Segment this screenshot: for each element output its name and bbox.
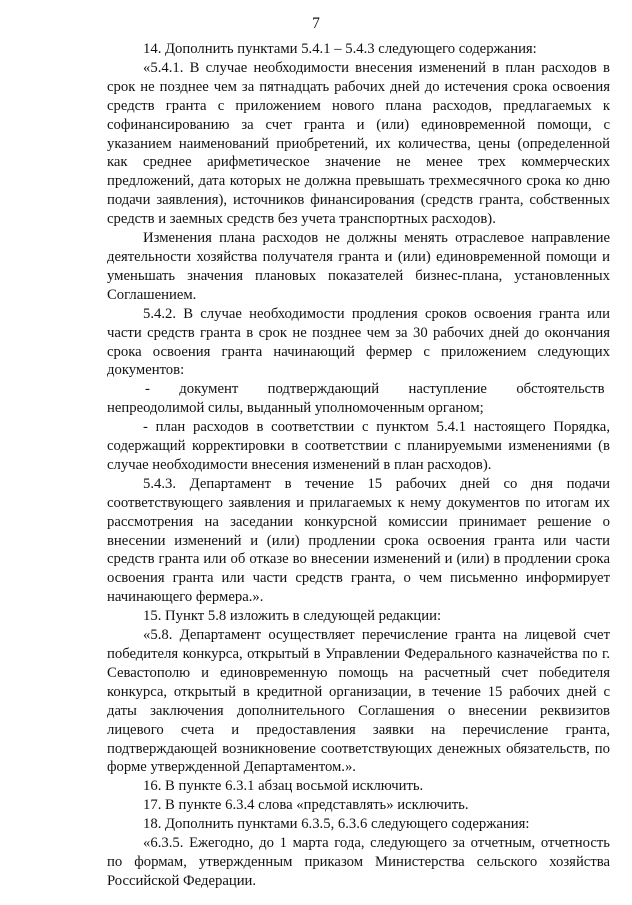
paragraph-item-16: 16. В пункте 6.3.1 абзац восьмой исключить. [143, 778, 424, 795]
paragraph-item-18: 18. Дополнить пунктами 6.3.5, 6.3.6 следующего содержания: [143, 816, 530, 833]
paragraph-dash-item-1: - документ подтверждающий наступление обстоятельств непреодолимой силы, выданный уполномоченным органом; [107, 381, 605, 417]
paragraph-clause-6-3-5: «6.3.5. Ежегодно, до 1 марта года, следующего за отчетным, отчетность по формам, утвержденным приказом Министерства сельского хозяйства Российской Федерации. [107, 835, 610, 889]
paragraph-item-17: 17. В пункте 6.3.4 слова «представлять» исключить. [143, 797, 469, 814]
document-body [107, 40, 610, 891]
paragraph-clause-5-4-1-changes: Изменения плана расходов не должны менять отраслевое направление деятельности хозяйства получателя гранта и (или) единовременной помощи и уменьшать значения плановых показателей бизнес-плана, установленных Соглашением. [107, 230, 610, 303]
paragraph-item-14: 14. Дополнить пунктами 5.4.1 – 5.4.3 следующего содержания: [143, 41, 537, 57]
paragraph-item-15: 15. Пункт 5.8 изложить в следующей редакции: [143, 608, 442, 625]
page-number: 7 [312, 15, 320, 32]
paragraph-clause-5-8: «5.8. Департамент осуществляет перечисление гранта на лицевой счет победителя конкурса, открытый в Управлении Федерального казначейства по г. Севастополю и единовременную помощь на расчетный счет победителя конкурса, открытый в кредитной организации, в течение 15 рабочих дней с даты заключения дополнительного Соглашения о внесении реквизитов лицевого счета и предоставления заявки на перечисление гранта, подтверждающей возникновение соответствующих денежных обязательств, по форме утвержденной Департаментом.». [107, 627, 610, 776]
paragraph-clause-5-4-2: 5.4.2. В случае необходимости продления сроков освоения гранта или части средств гранта в срок не позднее чем за 30 рабочих дней до окончания срока освоения гранта начинающий фермер с приложением следующих документов: [107, 305, 610, 379]
paragraph-clause-5-4-1: «5.4.1. В случае необходимости внесения изменений в план расходов в срок не позднее чем за пятнадцать рабочих дней до истечения срока освоения средств гранта с приложением нового плана расходов, предлагаемых к софинансированию за счет гранта и (или) единовременной помощи, с указанием наименований приобретений, их количества, цены (определенной как среднее арифметическое значение не менее трех коммерческих предложений, дата которых не должна превышать трехмесячного срока ко дню подачи заявления), источников финансирования (средств гранта, собственных средств и заемных средств без учета транспортных расходов). [107, 59, 610, 228]
paragraph-dash-item-2: - план расходов в соответствии с пунктом 5.4.1 настоящего Порядка, содержащий корректировки в соответствии с планируемыми изменениями (в случае необходимости внесения изменений в план расходов). [107, 419, 610, 473]
paragraph-clause-5-4-3: 5.4.3. Департамент в течение 15 рабочих дней со дня подачи соответствующего заявления и прилагаемых к нему документов по итогам их рассмотрения на заседании конкурсной комиссии принимает решение о внесении изменений и (или) продлении срока освоения гранта или части средств гранта или об отказе во внесении изменений и (или) в продлении срока освоения гранта или части средств гранта, о чем письменно информирует начинающего фермера.». [107, 475, 610, 606]
